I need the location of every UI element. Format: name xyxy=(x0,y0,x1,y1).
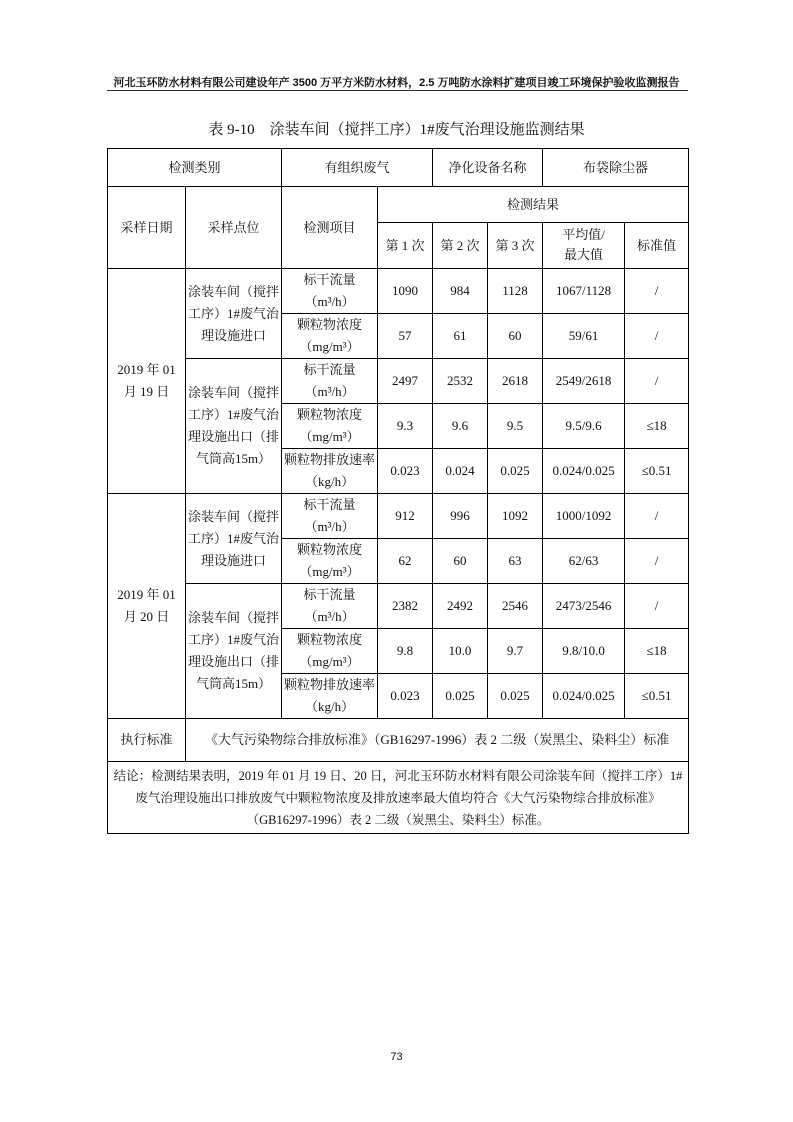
header-avg-max xyxy=(543,223,625,269)
header-divider xyxy=(107,90,688,91)
avg-max-value: 2549/2618 xyxy=(543,359,625,404)
table-row xyxy=(108,269,689,314)
avg-max-value: 9.5/9.6 xyxy=(543,404,625,449)
header-standard-limit: 标准值 xyxy=(625,223,689,269)
test-item-cell: 标干流量（m³/h） xyxy=(282,494,378,539)
avg-max-value: 9.8/10.0 xyxy=(543,629,625,674)
run3-value: 63 xyxy=(488,539,543,584)
header-test-results: 检测结果 xyxy=(378,187,689,223)
limit-value: / xyxy=(625,584,689,629)
limit-value: ≤18 xyxy=(625,629,689,674)
avg-max-value: 2473/2546 xyxy=(543,584,625,629)
limit-value: / xyxy=(625,359,689,404)
run3-value: 0.025 xyxy=(488,449,543,494)
limit-value: / xyxy=(625,269,689,314)
table-row xyxy=(108,359,689,404)
run2-value: 61 xyxy=(433,314,488,359)
conclusion-text: 结论：检测结果表明，2019 年 01 月 19 日、20 日，河北玉环防水材料有限公司涂装车间（搅拌工序）1#废气治理设施出口排放废气中颗粒物浓度及排放速率最大值均符合《大气污染物综合排放标准》（GB16297-1996）表 2 二级（炭黑尘、染料尘）标准。 xyxy=(108,762,689,834)
run3-value: 9.7 xyxy=(488,629,543,674)
table-row xyxy=(108,584,689,629)
sampling-date-cell: 2019 年 01 月 19 日 xyxy=(108,269,186,494)
run1-value: 9.3 xyxy=(378,404,433,449)
run2-value: 996 xyxy=(433,494,488,539)
standard-row xyxy=(108,719,689,762)
limit-value: / xyxy=(625,494,689,539)
run1-value: 62 xyxy=(378,539,433,584)
test-item-cell: 颗粒物浓度（mg/m³） xyxy=(282,629,378,674)
conclusion-row xyxy=(108,762,689,834)
header-run-2: 第 2 次 xyxy=(433,223,488,269)
run3-value: 1128 xyxy=(488,269,543,314)
test-item-cell: 标干流量（m³/h） xyxy=(282,269,378,314)
run1-value: 1090 xyxy=(378,269,433,314)
run3-value: 9.5 xyxy=(488,404,543,449)
avg-max-value: 1067/1128 xyxy=(543,269,625,314)
header-sampling-point: 采样点位 xyxy=(186,187,282,269)
avg-max-value: 0.024/0.025 xyxy=(543,449,625,494)
test-item-cell: 颗粒物浓度（mg/m³） xyxy=(282,404,378,449)
avg-max-value: 62/63 xyxy=(543,539,625,584)
limit-value: / xyxy=(625,539,689,584)
device-value: 布袋除尘器 xyxy=(543,149,689,187)
sampling-date-cell: 2019 年 01 月 20 日 xyxy=(108,494,186,719)
test-item-cell: 标干流量（m³/h） xyxy=(282,584,378,629)
run1-value: 57 xyxy=(378,314,433,359)
run2-value: 2492 xyxy=(433,584,488,629)
run2-value: 2532 xyxy=(433,359,488,404)
avg-max-value: 59/61 xyxy=(543,314,625,359)
standard-value: 《大气污染物综合排放标准》（GB16297-1996）表 2 二级（炭黑尘、染料尘）标准 xyxy=(186,719,689,762)
test-item-cell: 颗粒物浓度（mg/m³） xyxy=(282,539,378,584)
table-caption: 表 9-10 涂装车间（搅拌工序）1#废气治理设施监测结果 xyxy=(208,122,585,138)
run2-value: 984 xyxy=(433,269,488,314)
test-item-cell: 标干流量（m³/h） xyxy=(282,359,378,404)
run3-value: 1092 xyxy=(488,494,543,539)
header-run-3: 第 3 次 xyxy=(488,223,543,269)
avg-max-value: 0.024/0.025 xyxy=(543,674,625,719)
limit-value: / xyxy=(625,314,689,359)
category-value: 有组织废气 xyxy=(282,149,433,187)
standard-label: 执行标准 xyxy=(108,719,186,762)
test-item-cell: 颗粒物浓度（mg/m³） xyxy=(282,314,378,359)
header-sampling-date: 采样日期 xyxy=(108,187,186,269)
header-run-1: 第 1 次 xyxy=(378,223,433,269)
limit-value: ≤0.51 xyxy=(625,674,689,719)
run1-value: 9.8 xyxy=(378,629,433,674)
run2-value: 9.6 xyxy=(433,404,488,449)
run2-value: 0.024 xyxy=(433,449,488,494)
test-item-cell: 颗粒物排放速率（kg/h） xyxy=(282,449,378,494)
limit-value: ≤0.51 xyxy=(625,449,689,494)
sampling-point-cell: 涂装车间（搅拌工序）1#废气治理设施进口 xyxy=(186,269,282,359)
run3-value: 60 xyxy=(488,314,543,359)
run1-value: 2382 xyxy=(378,584,433,629)
run3-value: 2546 xyxy=(488,584,543,629)
limit-value: ≤18 xyxy=(625,404,689,449)
run2-value: 0.025 xyxy=(433,674,488,719)
run2-value: 60 xyxy=(433,539,488,584)
monitoring-results-table xyxy=(107,148,689,834)
run1-value: 2497 xyxy=(378,359,433,404)
test-item-cell: 颗粒物排放速率（kg/h） xyxy=(282,674,378,719)
run1-value: 0.023 xyxy=(378,449,433,494)
avg-max-value: 1000/1092 xyxy=(543,494,625,539)
header-test-item: 检测项目 xyxy=(282,187,378,269)
run1-value: 912 xyxy=(378,494,433,539)
sampling-point-cell: 涂装车间（搅拌工序）1#废气治理设施出口（排气筒高15m） xyxy=(186,584,282,719)
sampling-point-cell: 涂装车间（搅拌工序）1#废气治理设施进口 xyxy=(186,494,282,584)
header-avg-max-label: 平均值/最大值 xyxy=(562,227,605,262)
run3-value: 0.025 xyxy=(488,674,543,719)
page-number: 73 xyxy=(390,1051,403,1063)
device-label: 净化设备名称 xyxy=(433,149,543,187)
category-row xyxy=(108,149,689,187)
column-header-row xyxy=(108,187,689,223)
category-label: 检测类别 xyxy=(108,149,282,187)
run3-value: 2618 xyxy=(488,359,543,404)
sampling-point-cell: 涂装车间（搅拌工序）1#废气治理设施出口（排气筒高15m） xyxy=(186,359,282,494)
table-row xyxy=(108,494,689,539)
report-header-title: 河北玉环防水材料有限公司建设年产 3500 万平方米防水材料，2.5 万吨防水涂料扩建项目竣工环境保护验收监测报告 xyxy=(113,77,680,89)
run2-value: 10.0 xyxy=(433,629,488,674)
run1-value: 0.023 xyxy=(378,674,433,719)
